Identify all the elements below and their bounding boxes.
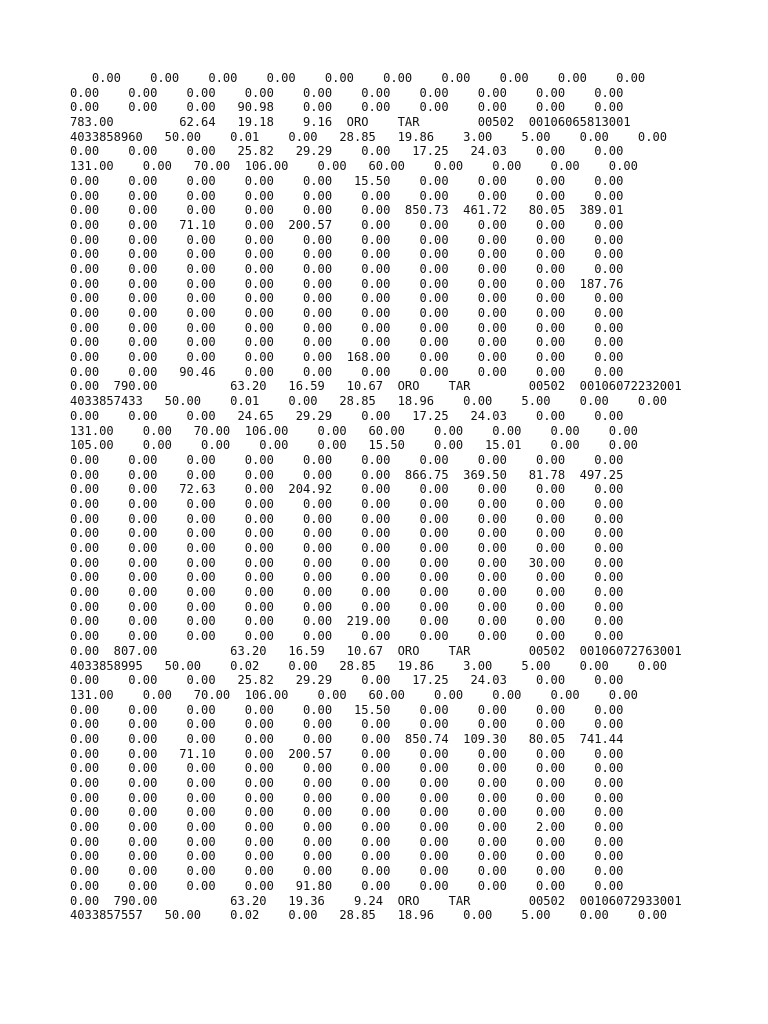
data-line: 0.00 0.00 0.00 25.82 29.29 0.00 17.25 24.03 0.00 0.00 [70,673,624,688]
data-line: 0.00 0.00 0.00 90.98 0.00 0.00 0.00 0.00 0.00 0.00 [70,100,624,115]
data-line: 0.00 0.00 0.00 0.00 0.00 0.00 0.00 0.00 0.00 0.00 [70,834,624,849]
data-line: 0.00 0.00 0.00 0.00 0.00 0.00 0.00 0.00 0.00 0.00 [70,85,624,100]
data-line: 0.00 0.00 0.00 0.00 0.00 0.00 0.00 0.00 0.00 0.00 [70,629,624,644]
data-line: 0.00 0.00 0.00 0.00 0.00 0.00 0.00 0.00 0.00 0.00 [70,261,624,276]
data-line: 0.00 0.00 0.00 0.00 0.00 219.00 0.00 0.00 0.00 0.00 [70,614,624,629]
data-line: 0.00 0.00 0.00 0.00 0.00 15.50 0.00 0.00 0.00 0.00 [70,173,624,188]
data-line: 0.00 0.00 0.00 0.00 0.00 0.00 0.00 0.00 0.00 0.00 [70,805,624,820]
data-line: 0.00 0.00 0.00 0.00 0.00 0.00 0.00 0.00 30.00 0.00 [70,555,624,570]
data-line: 0.00 0.00 90.46 0.00 0.00 0.00 0.00 0.00 0.00 0.00 [70,364,624,379]
data-line: 0.00 0.00 0.00 0.00 0.00 0.00 0.00 0.00 2.00 0.00 [70,820,624,835]
data-line: 4033858960 50.00 0.01 0.00 28.85 19.86 3.00 5.00 0.00 0.00 [70,129,668,144]
data-line: 4033857433 50.00 0.01 0.00 28.85 18.96 0.00 5.00 0.00 0.00 [70,394,668,409]
data-line: 0.00 0.00 72.63 0.00 204.92 0.00 0.00 0.00 0.00 0.00 [70,482,624,497]
data-line: 0.00 0.00 0.00 0.00 0.00 0.00 850.73 461.72 80.05 389.01 [70,203,624,218]
data-line: 0.00 0.00 0.00 0.00 0.00 0.00 0.00 0.00 0.00 0.00 [70,864,624,879]
data-line: 0.00 807.00 63.20 16.59 10.67 ORO TAR 00502 00106072763001 [70,643,682,658]
data-line: 0.00 0.00 0.00 0.00 91.80 0.00 0.00 0.00 0.00 0.00 [70,878,624,893]
data-line: 0.00 790.00 63.20 19.36 9.24 ORO TAR 00502 00106072933001 [70,893,682,908]
data-line: 0.00 0.00 0.00 0.00 0.00 0.00 850.74 109.30 80.05 741.44 [70,731,624,746]
data-line: 0.00 0.00 0.00 0.00 0.00 0.00 0.00 0.00 0.00 0.00 [70,232,624,247]
data-line: 0.00 0.00 0.00 0.00 0.00 0.00 0.00 0.00 0.00 0.00 [70,541,624,555]
data-line: 4033857557 50.00 0.02 0.00 28.85 18.96 0.00 5.00 0.00 0.00 [70,908,668,923]
data-line: 131.00 0.00 70.00 106.00 0.00 60.00 0.00 0.00 0.00 0.00 [70,159,638,174]
data-line: 0.00 0.00 71.10 0.00 200.57 0.00 0.00 0.00 0.00 0.00 [70,217,624,232]
data-line: 0.00 0.00 0.00 0.00 0.00 168.00 0.00 0.00 0.00 0.00 [70,350,624,365]
data-line: 783.00 62.64 19.18 9.16 ORO TAR 00502 00106065813001 [70,115,631,130]
data-line: 0.00 0.00 0.00 0.00 0.00 0.00 866.75 369.50 81.78 497.25 [70,467,624,482]
data-line: 0.00 0.00 0.00 0.00 0.00 0.00 0.00 0.00 0.00 0.00 [70,570,624,585]
data-line: 131.00 0.00 70.00 106.00 0.00 60.00 0.00 0.00 0.00 0.00 [70,423,638,438]
data-line: 0.00 0.00 0.00 0.00 0.00 0.00 0.00 0.00 0.00 0.00 [70,585,624,600]
data-line: 0.00 0.00 0.00 0.00 0.00 0.00 0.00 0.00 0.00 0.00 [70,761,624,776]
data-line: 0.00 0.00 0.00 25.82 29.29 0.00 17.25 24.03 0.00 0.00 [70,144,624,159]
data-line: 0.00 0.00 0.00 0.00 0.00 0.00 0.00 0.00 0.00 0.00 [70,849,624,864]
data-line: 0.00 0.00 0.00 0.00 0.00 0.00 0.00 0.00 0.00 0.00 [70,526,624,541]
data-line: 0.00 0.00 0.00 0.00 0.00 0.00 0.00 0.00 0.00 0.00 [70,188,624,203]
data-line: 0.00 0.00 0.00 0.00 0.00 0.00 0.00 0.00 0.00 0.00 [70,790,624,805]
data-line: 0.00 0.00 0.00 0.00 0.00 0.00 0.00 0.00 0.00 0.00 [70,291,624,306]
data-line: 0.00 0.00 0.00 0.00 0.00 0.00 0.00 0.00 0.00 0.00 [70,717,624,732]
data-line: 0.00 0.00 0.00 0.00 0.00 0.00 0.00 0.00 0.00 0.00 [70,335,624,350]
data-line: 0.00 0.00 0.00 0.00 0.00 0.00 0.00 0.00 0.00 0.00 [70,320,624,335]
data-line: 0.00 0.00 0.00 0.00 0.00 0.00 0.00 0.00 0.00 0.00 [70,452,624,467]
data-line: 0.00 0.00 0.00 24.65 29.29 0.00 17.25 24.03 0.00 0.00 [70,408,624,423]
data-line: 105.00 0.00 0.00 0.00 0.00 15.50 0.00 15.01 0.00 0.00 [70,438,638,453]
data-line: 131.00 0.00 70.00 106.00 0.00 60.00 0.00 0.00 0.00 0.00 [70,687,638,702]
data-line: 0.00 0.00 0.00 0.00 0.00 0.00 0.00 0.00 0.00 0.00 [70,511,624,526]
data-line: 0.00 0.00 71.10 0.00 200.57 0.00 0.00 0.00 0.00 0.00 [70,746,624,761]
data-line: 0.00 0.00 0.00 0.00 0.00 0.00 0.00 0.00 0.00 187.76 [70,276,624,291]
data-line: 4033858995 50.00 0.02 0.00 28.85 19.86 3.00 5.00 0.00 0.00 [70,658,668,673]
data-line: 0.00 0.00 0.00 0.00 0.00 0.00 0.00 0.00 0.00 0.00 [70,306,624,320]
data-line: 0.00 0.00 0.00 0.00 0.00 0.00 0.00 0.00 0.00 0.00 [70,776,624,790]
data-line: 0.00 0.00 0.00 0.00 0.00 0.00 0.00 0.00 0.00 0.00 [70,599,624,614]
data-line: 0.00 0.00 0.00 0.00 0.00 0.00 0.00 0.00 0.00 0.00 [70,71,646,85]
data-line: 0.00 0.00 0.00 0.00 0.00 0.00 0.00 0.00 0.00 0.00 [70,496,624,511]
data-line: 0.00 790.00 63.20 16.59 10.67 ORO TAR 00502 00106072232001 [70,379,682,394]
data-listing [70,71,682,923]
data-line: 0.00 0.00 0.00 0.00 0.00 15.50 0.00 0.00 0.00 0.00 [70,702,624,717]
data-line: 0.00 0.00 0.00 0.00 0.00 0.00 0.00 0.00 0.00 0.00 [70,247,624,262]
